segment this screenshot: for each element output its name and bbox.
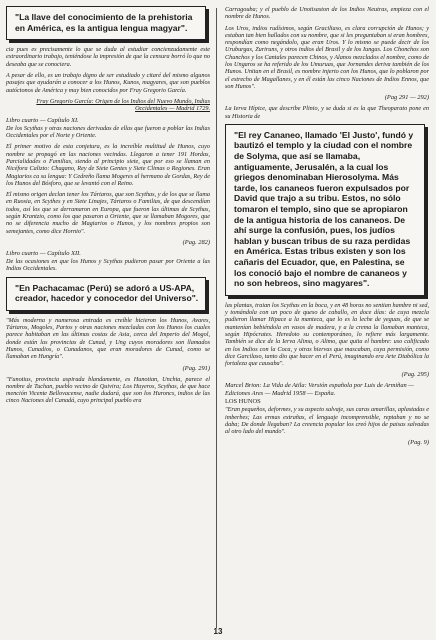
book-citation: Marcel Brion: La Vida de Atila: Versión española por Luis de Armiñan — Ediciones Ares — Madrid 1958 — España. (225, 382, 414, 397)
paragraph: La Ierva Hípice, que describe Plinio, y se duda si es la que Theoparato pone en su Historia de (225, 105, 429, 120)
chapter-heading: Libro cuarto — Capítulo XI. (6, 116, 79, 124)
pull-quote-pachacamac: "En Pachacamac (Perú) se adoró a US-APA, creador, hacedor y conocedor del Universo". (6, 277, 206, 311)
paragraph: De las ocasiones en que los Hunos y Scythas pudieron pasar por Oriente a las Indias Occidentales. (6, 257, 210, 273)
page-number: 13 (213, 627, 223, 636)
paragraph: A pesar de ello, es un trabajo digno de ser estudiado y citaré del mismo algunos pasajes que ayudarán a conocer a los Hunos, Kunos, magyares, que son pueblos autóctonos de América y muy bien conocidos por Fray Gregorio García. (6, 72, 210, 94)
left-column (6, 6, 210, 409)
paragraph: Los Uros, indios rudísimos, según Graciliaso, es clara corrupción de Hunos; y estaban tan bien hallados con su nombre, que si les preguntaban si eran hombres, respondían como negándolo, que eran Uros. Y lo mismo se puede decir de los Uruburgas, Zuriruns, y otros indios del Brasil y de los Iungas. Los Chonchos son Chunchos y los Cantales parecen Chinos, y Alanos mezclados el nombre, como de los Ungaros se ha referido de los Umuruas, que Jornandes deriva también de los Hunos. Unitan en el Brasil, es nombre injerto con los Hunos, que lo poblaron por el estrecho de Magallanes, y en él están las cinco Naciones de Indios Ennos, que son Hunos". (225, 24, 429, 90)
paragraph: cia pues es precisamente lo que se duda al estudiar concienzudamente este extraordinario trabajo, teniéndose la impresión de que la censura borró lo que no deseaba que se conociera. (6, 46, 210, 68)
page-reference: (Pag 291 — 292) (384, 94, 429, 102)
paragraph: "Eran pequeños, deformes, y su aspecto salvaje, sus caras amarillas, aplastadas e imberbes; Las ermas extrañas, el lenguaje incomprensible, reptaban y no se daba; De donde llegaban? La creencia popular los creó hijos de paisas salvadas al otro lado del mundo". (225, 406, 429, 436)
paragraph: "Más moderna y numerosa entrada es creíble hicieron los Hunos, Avares, Tártaros, Mogoles, Partos y otras naciones mezcladas con los Hunos los cuales parece habitaban en las últimas costas de Asia, cerca del Imperio del Mogol, donde están las provincias de Cunad, y Ung cuyos moradores son llamados Hunos, Cunadios, o Cunadanos, que eran moradores de Cunad, como se llamaban en Hungría". (6, 316, 210, 361)
paragraph: El mismo origen declan tener los Tártaros, que son Scythas, y de los que se llama en Ruosia, en Scythes y en Siete Linajes, Tártaros o Familias, de que descendían todos, así los que se derramaron en Europa, que fueron las últimas de Scythas, según Krantzio, como los que pasaron a Oriente, que se llamaban Mogores, que no se diferencia mucho de Magiarios o Hunos, y los nombres propios son semejantes, como dice Hornio". (6, 191, 210, 235)
column-divider (216, 8, 217, 628)
right-column (225, 6, 429, 450)
chapter-heading: Libro cuarto — Capítulo XII. (6, 249, 81, 257)
page-reference: (Pag. 291) (182, 364, 210, 372)
section-subheading: LOS HUNOS (225, 398, 261, 406)
paragraph: El primer motivo de esta conjetura, es la increíble multitud de Hunos, cuyo nombre se propagó en las naciones vecindas. Llegaron a tener 191 Hordas, Parcialidades o Familias, siendo al principio siete, que por eso se llaman en Nicéfora Calizto: Chagano, Rey de Siete Gentes y Siete Climas o Regiones. Eran Magiarios ca su lengua: Y Cedreño llama Mogeres al hermano de Gordas, Rey de los Hunos del Bósforo, que se levantó con el Reino. (6, 143, 210, 187)
pull-quote-cananeo: "El rey Cananeo, llamado 'El Justo', fundó y bautizó el templo y la ciudad con el nombre de Solyma, que así se llamaba, antiguamente, Jerusalén, a la cual los griegos denominaban Hierosolyma. Más tarde, los cananeos fueron expulsados por David que trajo a su tribu. Estos, no sólo tomaron el templo, sino que se apropiaron de la antigua historia de los cananeos. De ahí surge la confusión, pues, los judíos hablan y buscan tribus de su raza perdidas en América. Estas tribus existen y son los cañaris del Ecuador, que, en Palestina, se los conoció bajo el nombre de cananeos y no son hebreos, sino magyares". (225, 124, 425, 296)
page-reference: (Pag. 9) (408, 439, 429, 447)
paragraph: las plantas, traian los Scythas en la boca, y en 48 horas no sentian hambre ni sed, y tomándola con un poco de queso de caballo, en doce días: de cuya mezcla pudieron llamar Hipace a la manteca, que lo es la leche de yeguas, de que se mantenían bebiéndola en vasos de madera, y a la crema la llamaban manteca, según Hipócrates. Heredoto su contemporáneo, lo refiere más largamente. También se dice de la Ierva Alima, o Alimo, que quita el hambre: uso calificado en los Indios con la Coca, y otras hiervas que mascaban, cuya permisión, como dice Garcilaso, tanto dio que hacer en el Perú, imaginando era Arte Diabólica la fortaleza que causaba". (225, 301, 429, 368)
pull-quote-magyar: "La llave del conocimiento de la prehistoria en América, es la antigua lengua magyar". (6, 6, 206, 40)
page-reference: (Pag. 282) (182, 238, 210, 246)
page-reference: (Pag. 295) (401, 371, 429, 379)
paragraph: Carragouba; y el pueblo de Unotisaston de los Indios Neutras, empieza con el nombre de Hunos. (225, 6, 429, 21)
paragraph: De los Scythas y otras naciones derivadas de ellas que fueron a poblar las Indias Occidentales por el Norte y Oriente. (6, 124, 210, 140)
source-citation: Fray Gregorio García: Origen de los Indios del Nuevo Mundo, Indias Occidentales — Madrid 1729. (36, 97, 210, 113)
paragraph: "Funotius, provincia aspirada blandamente, es Hunotian, Unchia, parece el nombre de Tuchan, pueblo vecino de Quivira; Los Huyeros, Scythas, de que hace mención Vicente Bellovacense, nadie dudará, que son los Huroncs, indios de las cinco Naciones del Canadá, cuyo principal pueblo era (6, 375, 210, 405)
